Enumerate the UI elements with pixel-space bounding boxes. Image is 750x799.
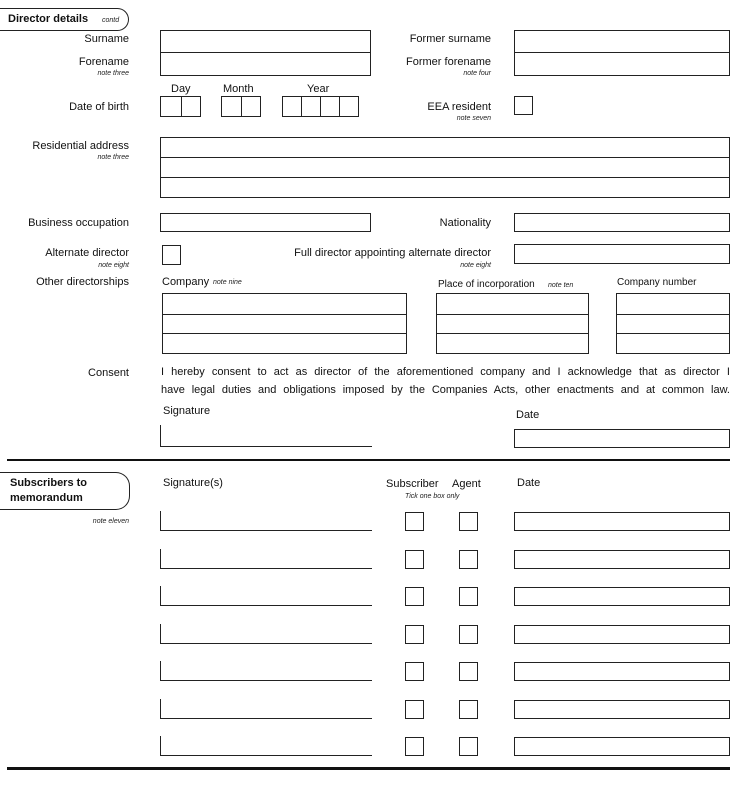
subscribers-tab-line-2: memorandum — [10, 492, 83, 504]
subscriber-signature-field[interactable] — [160, 586, 372, 606]
subscriber-checkbox[interactable] — [405, 550, 424, 569]
subscriber-date-input[interactable] — [514, 737, 730, 756]
tick-note: Tick one box only — [405, 493, 460, 500]
subscriber-date-input[interactable] — [514, 587, 730, 606]
company-number-row-3-input[interactable] — [617, 333, 729, 353]
forename-input[interactable] — [161, 53, 370, 75]
subscriber-date-input[interactable] — [514, 625, 730, 644]
subscriber-signature-field[interactable] — [160, 511, 372, 531]
full-director-label: Full director appointing alternate director — [294, 247, 491, 259]
former-forename-label: Former forename — [406, 56, 491, 68]
full-director-note: note eight — [460, 262, 491, 269]
agent-checkbox[interactable] — [459, 662, 478, 681]
subscriber-signature-field[interactable] — [160, 736, 372, 756]
subscriber-signature-field[interactable] — [160, 549, 372, 569]
agent-checkbox[interactable] — [459, 737, 478, 756]
company-number-row-2-input[interactable] — [617, 314, 729, 332]
eea-label: EEA resident — [427, 101, 491, 113]
dob-label: Date of birth — [69, 101, 129, 113]
subscribers-note: note eleven — [92, 518, 129, 525]
subscriber-date-label: Date — [517, 477, 541, 489]
year-label: Year — [307, 83, 330, 95]
address-line-1-input[interactable] — [161, 138, 729, 156]
subscriber-date-input[interactable] — [514, 512, 730, 531]
subscriber-date-input[interactable] — [514, 700, 730, 719]
subscriber-signature-field[interactable] — [160, 699, 372, 719]
subscriber-checkbox[interactable] — [405, 625, 424, 644]
bottom-rule — [7, 767, 730, 770]
company-row-1-input[interactable] — [163, 294, 406, 313]
agent-checkbox[interactable] — [459, 512, 478, 531]
subscriber-checkbox[interactable] — [405, 700, 424, 719]
director-signature-field[interactable] — [160, 425, 372, 447]
company-label: Company — [162, 276, 210, 288]
company-number-label: Company number — [617, 277, 697, 288]
former-surname-input[interactable] — [515, 31, 729, 51]
eea-checkbox[interactable] — [514, 96, 533, 115]
day-label: Day — [171, 83, 191, 95]
subscriber-label: Subscriber — [386, 478, 439, 490]
place-row-1-input[interactable] — [437, 294, 588, 313]
agent-checkbox[interactable] — [459, 587, 478, 606]
subscriber-date-input[interactable] — [514, 550, 730, 569]
nationality-label: Nationality — [439, 217, 491, 229]
subscriber-signature-field[interactable] — [160, 624, 372, 644]
place-label: Place of incorporation — [438, 279, 535, 290]
dob-year-input[interactable] — [282, 96, 359, 117]
director-details-title: Director details — [8, 13, 89, 25]
place-row-3-input[interactable] — [437, 333, 588, 353]
occupation-label: Business occupation — [28, 217, 129, 229]
full-director-input[interactable] — [514, 244, 730, 264]
company-row-3-input[interactable] — [163, 333, 406, 353]
alternate-label: Alternate director — [45, 247, 129, 259]
director-date-label: Date — [516, 409, 540, 421]
address-note: note three — [97, 154, 129, 161]
signature-label: Signature — [163, 405, 211, 417]
former-forename-input[interactable] — [515, 53, 729, 75]
subscribers-tab — [0, 472, 130, 510]
alternate-note: note eight — [98, 262, 129, 269]
address-line-2-input[interactable] — [161, 158, 729, 176]
place-row-2-input[interactable] — [437, 314, 588, 332]
consent-line-2: have legal duties and obligations imposed by the Companies Acts, other enactments and at common law. — [161, 384, 730, 396]
consent-text — [161, 364, 730, 398]
subscriber-date-input[interactable] — [514, 662, 730, 681]
agent-checkbox[interactable] — [459, 700, 478, 719]
former-forename-note: note four — [463, 70, 491, 77]
agent-checkbox[interactable] — [459, 550, 478, 569]
subscriber-checkbox[interactable] — [405, 587, 424, 606]
forename-note: note three — [97, 70, 129, 77]
occupation-input[interactable] — [160, 213, 371, 232]
nationality-input[interactable] — [514, 213, 730, 232]
company-note: note nine — [213, 279, 242, 286]
subscriber-checkbox[interactable] — [405, 512, 424, 531]
surname-input[interactable] — [161, 31, 370, 51]
subscribers-tab-line-1: Subscribers to — [10, 477, 88, 489]
company-number-row-1-input[interactable] — [617, 294, 729, 313]
director-date-input[interactable] — [514, 429, 730, 448]
signatures-label: Signature(s) — [163, 477, 223, 489]
director-details-contd: contd — [102, 17, 120, 24]
dob-day-input[interactable] — [160, 96, 201, 117]
eea-note: note seven — [456, 115, 491, 122]
address-label: Residential address — [32, 140, 129, 152]
place-note: note ten — [548, 282, 574, 289]
alternate-checkbox[interactable] — [162, 245, 181, 265]
section-divider — [7, 459, 730, 461]
company-row-2-input[interactable] — [163, 314, 406, 332]
director-details-tab — [0, 8, 129, 31]
consent-label: Consent — [88, 367, 129, 379]
agent-checkbox[interactable] — [459, 625, 478, 644]
dob-month-input[interactable] — [221, 96, 261, 117]
surname-label: Surname — [84, 33, 129, 45]
forename-label: Forename — [78, 56, 129, 68]
former-surname-label: Former surname — [409, 33, 491, 45]
subscriber-signature-field[interactable] — [160, 661, 372, 681]
agent-label: Agent — [452, 478, 481, 490]
address-line-3-input[interactable] — [161, 178, 729, 197]
other-directorships-label: Other directorships — [36, 276, 129, 288]
month-label: Month — [223, 83, 254, 95]
subscriber-checkbox[interactable] — [405, 662, 424, 681]
consent-line-1: I hereby consent to act as director of the aforementioned company and I acknowledge that as director I — [161, 366, 730, 378]
subscriber-checkbox[interactable] — [405, 737, 424, 756]
